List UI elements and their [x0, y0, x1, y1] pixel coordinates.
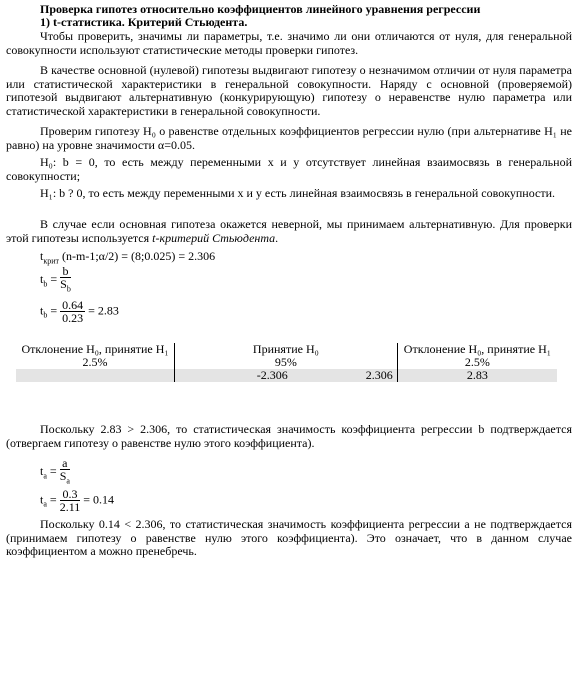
formula-ta-value-sub: a	[43, 499, 47, 509]
paragraph-h0: H₀: b = 0, то есть между переменными x и y отсутствует линейная взаимосвязь в генеральной совокупности;	[6, 155, 572, 183]
table-cell: 2.5%	[82, 355, 108, 369]
formula-tb-result: = 2.83	[88, 303, 119, 318]
table-cell: -2.306	[175, 369, 292, 382]
formula-ta-result: = 0.14	[83, 492, 115, 507]
formula-tb-value-numerator: 0.64	[62, 298, 84, 312]
paragraph-b-conclusion: Поскольку 2.83 > 2.306, то статистическая значимость коэффициента регрессии b подтверждается (отвергаем гипотезу о равенстве нулю этого коэффициента).	[6, 422, 572, 450]
page-title: Проверка гипотез относительно коэффициентов линейного уравнения регрессии	[40, 2, 481, 16]
formula-tb-value-lhs: t	[40, 303, 44, 318]
formula-tb-den-sub: b	[66, 284, 71, 294]
section-subtitle: 1) t-статистика. Критерий Стьюдента.	[40, 15, 248, 29]
formula-ta: $t_a$ = $\frac{a}{S_a}$	[40, 456, 70, 486]
formula-ta-denominator: S	[59, 469, 67, 483]
t-symbol: t	[40, 249, 44, 263]
paragraph-a-conclusion: Поскольку 0.14 < 2.306, то статистическая значимость коэффициента регрессии a не подтверждается (принимаем гипотезу о равенстве нулю этого коэффициента). Это означает, что в данном случае коэффициентом a можно пренебречь.	[6, 517, 572, 558]
t-crit-subscript: крит	[43, 256, 60, 266]
formula-ta-value-numerator: 0.3	[60, 488, 81, 501]
formula-tb-value-sub: b	[43, 310, 48, 320]
formula-tb-sub: b	[43, 279, 48, 289]
table-cell: Отклонение H₀, принятие H₁	[21, 342, 169, 356]
formula-tb-value: $t_b$ = $\frac{0.64}{0.23}$ = 2.83	[40, 298, 119, 325]
formula-ta-value: $t_a$ = $\frac{0.3}{2.11}$ = 0.14	[40, 487, 115, 514]
formula-tb-lhs: t	[40, 271, 44, 286]
table-cell: 2.5%	[397, 356, 557, 369]
paragraph-intro: Чтобы проверить, значимы ли параметры, т.е. значимо ли они отличаются от нуля, для генеральной совокупности используют статистические методы проверки гипотез.	[6, 29, 572, 57]
formula-tb: $t_b$ = $\frac{b}{S_b}$	[40, 264, 71, 294]
table-cell: 2.83	[397, 369, 557, 382]
table-cell	[16, 369, 175, 382]
formula-ta-sub: a	[43, 471, 47, 481]
table-cell: Отклонение H₀, принятие H₁	[397, 343, 557, 356]
formula-ta-numerator: a	[60, 457, 70, 470]
paragraph-student	[6, 218, 572, 245]
paragraph-null-hypothesis: В качестве основной (нулевой) гипотезы выдвигают гипотезу о незначимом отличии от нуля параметра или статистической характеристики в генеральной совокупности. Наряду с основной (проверяемой) гипотезой выдвигают альтернативную (конкурирующую) гипотезу о неравенстве нулю параметра или статистической характеристики в генеральной совокупности.	[6, 63, 572, 118]
table-cell: Принятие H₀	[175, 343, 398, 356]
critical-region-table	[16, 343, 557, 382]
student-criterion: t-критерий Стьюдента	[152, 230, 276, 245]
paragraph-test: Проверим гипотезу H₀ о равенстве отдельных коэффициентов регрессии нулю (при альтернативе H₁ не равно) на уровне значимости α=0.05.	[6, 124, 572, 152]
formula-tb-numerator: b	[60, 265, 71, 278]
table-cell: 2.306	[292, 369, 397, 382]
paragraph-h1: H₁: b ? 0, то есть между переменными x и y есть линейная взаимосвязь в генеральной совокупности.	[40, 186, 555, 200]
table-row	[16, 369, 557, 382]
paragraph-student-end: .	[275, 230, 279, 245]
formula-ta-value-denominator: 2.11	[59, 500, 81, 514]
formula-ta-den-sub: a	[66, 476, 70, 486]
formula-tb-denominator: S	[60, 277, 67, 291]
table-cell: 95%	[175, 356, 398, 369]
paragraph-student-text: В случае если основная гипотеза окажется неверной, мы принимаем альтернативную. Для проверки этой гипотезы используется	[6, 217, 572, 245]
formula-ta-lhs: t	[40, 463, 44, 478]
formula-ta-value-lhs: t	[40, 492, 44, 507]
t-crit-value: (n-m-1;α/2) = (8;0.025) = 2.306	[62, 249, 216, 263]
formula-tb-value-denominator: 0.23	[62, 311, 84, 325]
